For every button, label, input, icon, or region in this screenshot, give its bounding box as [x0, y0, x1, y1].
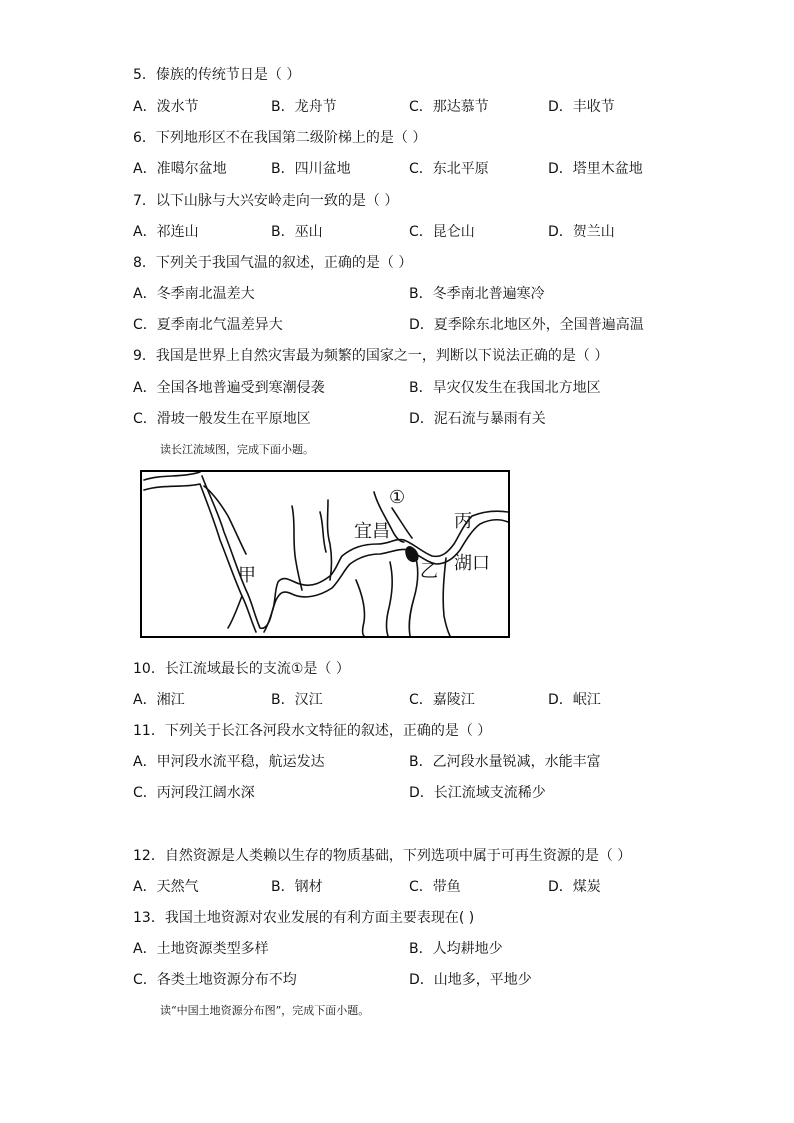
question-7-option-d[interactable]: D．贺兰山: [548, 224, 615, 240]
question-8-stem: 8．下列关于我国气温的叙述，正确的是（ ）: [133, 255, 413, 271]
question-5-option-a[interactable]: A．泼水节: [133, 99, 199, 115]
question-7-option-b[interactable]: B．巫山: [271, 224, 323, 240]
question-9-option-b[interactable]: B．旱灾仅发生在我国北方地区: [409, 380, 601, 396]
question-10-option-c[interactable]: C．嘉陵江: [409, 692, 475, 708]
question-11-option-b[interactable]: B．乙河段水量锐减，水能丰富: [409, 754, 601, 770]
question-11-option-c[interactable]: C．丙河段江阔水深: [133, 785, 255, 801]
question-13-option-a[interactable]: A．土地资源类型多样: [133, 941, 269, 957]
question-8-option-b[interactable]: B．冬季南北普遍寒冷: [409, 286, 545, 302]
question-11-stem: 11．下列关于长江各河段水文特征的叙述，正确的是（ ）: [133, 723, 492, 739]
question-13-option-d[interactable]: D．山地多，平地少: [409, 972, 532, 988]
question-5-option-b[interactable]: B．龙舟节: [271, 99, 337, 115]
question-12-option-c[interactable]: C．带鱼: [409, 879, 461, 895]
question-13-option-c[interactable]: C．各类土地资源分布不均: [133, 972, 297, 988]
question-11-option-a[interactable]: A．甲河段水流平稳，航运发达: [133, 754, 325, 770]
tributary-min: [292, 506, 302, 590]
question-12-option-b[interactable]: B．钢材: [271, 879, 323, 895]
question-6-option-d[interactable]: D．塔里木盆地: [548, 161, 643, 177]
tributary-xiang: [409, 552, 418, 636]
question-7-option-a[interactable]: A．祁连山: [133, 224, 199, 240]
question-5-option-c[interactable]: C．那达慕节: [409, 99, 489, 115]
question-9-option-c[interactable]: C．滑坡一般发生在平原地区: [133, 411, 311, 427]
question-6-option-a[interactable]: A．准噶尔盆地: [133, 161, 227, 177]
question-10-option-b[interactable]: B．汉江: [271, 692, 323, 708]
map-label-tributary-1: ①: [389, 487, 406, 508]
question-12-option-d[interactable]: D．煤炭: [548, 879, 601, 895]
question-10-option-a[interactable]: A．湘江: [133, 692, 185, 708]
map-label-yi: 乙: [420, 561, 438, 582]
question-6-stem: 6．下列地形区不在我国第二级阶梯上的是（ ）: [133, 130, 427, 146]
question-9-option-a[interactable]: A．全国各地普遍受到寒潮侵袭: [133, 380, 325, 396]
question-13-stem: 13．我国土地资源对农业发展的有利方面主要表现在( ): [133, 910, 475, 926]
dongting-lake: [405, 546, 418, 562]
question-12-option-a[interactable]: A．天然气: [133, 879, 199, 895]
question-8-option-c[interactable]: C．夏季南北气温差异大: [133, 317, 283, 333]
tributary-jialing: [328, 500, 332, 580]
yangtze-basin-map: [140, 470, 510, 638]
question-6-option-b[interactable]: B．四川盆地: [271, 161, 351, 177]
question-9-option-d[interactable]: D．泥石流与暴雨有关: [409, 411, 546, 427]
question-7-option-c[interactable]: C．昆仑山: [409, 224, 475, 240]
question-10-stem: 10．长江流域最长的支流①是（ ）: [133, 661, 350, 677]
question-5-stem: 5．傣族的传统节日是（ ）: [133, 67, 301, 83]
map-label-jia: 甲: [238, 565, 256, 586]
question-7-stem: 7．以下山脉与大兴安岭走向一致的是（ ）: [133, 193, 399, 209]
map-label-hukou: 湖口: [454, 553, 490, 574]
question-12-stem: 12．自然资源是人类赖以生存的物质基础，下列选项中属于可再生资源的是（ ）: [133, 848, 632, 864]
question-13-option-b[interactable]: B．人均耕地少: [409, 941, 503, 957]
question-11-option-d[interactable]: D．长江流域支流稀少: [409, 785, 546, 801]
question-5-option-d[interactable]: D．丰收节: [548, 99, 615, 115]
question-9-stem: 9．我国是世界上自然灾害最为频繁的国家之一，判断以下说法正确的是（ ）: [133, 348, 609, 364]
question-8-option-a[interactable]: A．冬季南北温差大: [133, 286, 255, 302]
question-10-option-d[interactable]: D．岷江: [548, 692, 601, 708]
map-label-yichang: 宜昌: [354, 521, 390, 542]
map-intro-yangtze: 读长江流域图，完成下面小题。: [160, 443, 314, 456]
question-6-option-c[interactable]: C．东北平原: [409, 161, 489, 177]
map-label-bing: 丙: [454, 511, 472, 532]
question-8-option-d[interactable]: D．夏季除东北地区外，全国普遍高温: [409, 317, 644, 333]
map-intro-land: 读“中国土地资源分布图”，完成下面小题。: [160, 1004, 370, 1017]
